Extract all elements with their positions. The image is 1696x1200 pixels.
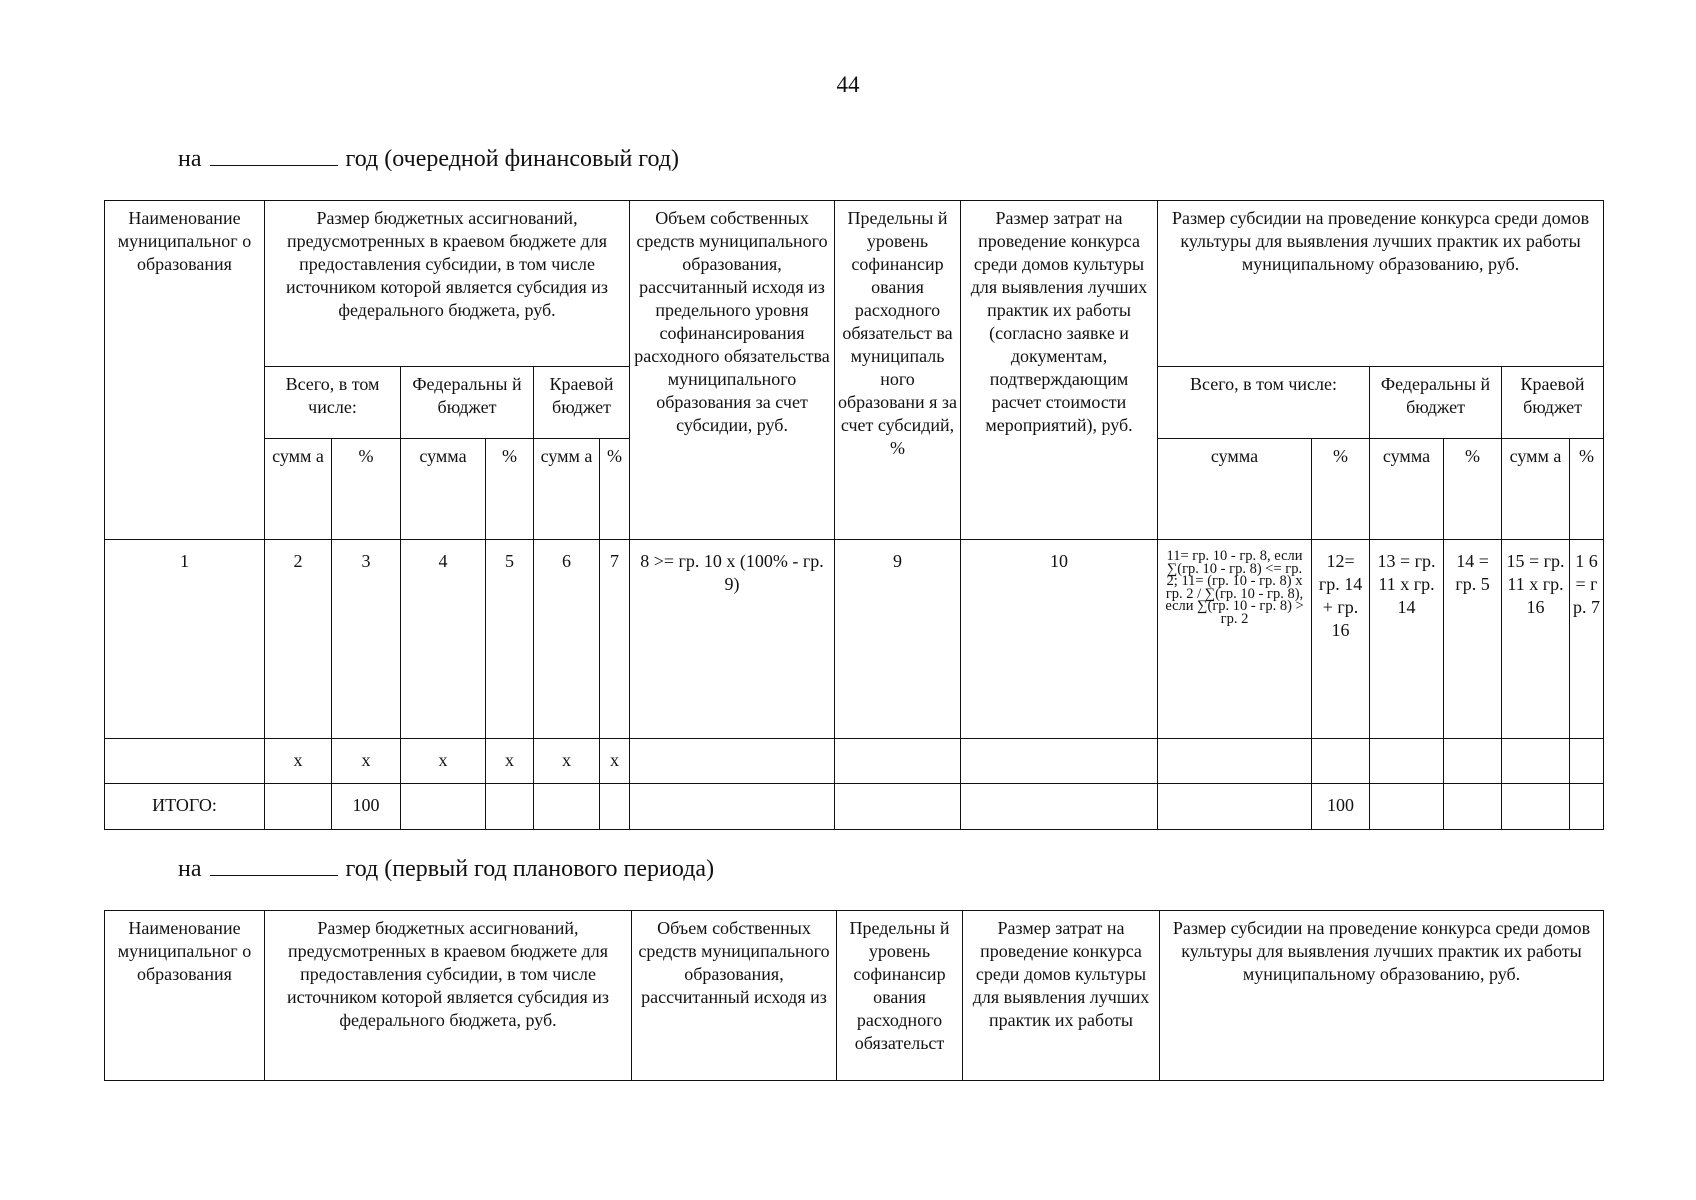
header-regional-budget: Краевой бюджет: [534, 367, 630, 439]
table-cell: [1444, 784, 1502, 830]
header-municipality: Наименование муниципальног о образования: [105, 911, 265, 1081]
table-cell: [835, 739, 961, 784]
table-cell: [265, 784, 332, 830]
column-formula-16: 1 6 = г р. 7: [1570, 540, 1604, 739]
table-cell: [105, 739, 265, 784]
subsidy-table-planning-year: [104, 910, 1604, 1081]
table-cell: [1444, 739, 1502, 784]
header-municipality: Наименование муниципальног о образования: [105, 201, 265, 540]
header-own-funds: Объем собственных средств муниципального образования, рассчитанный исходя из: [632, 911, 837, 1081]
page-number: 44: [836, 72, 860, 97]
table-cell: [630, 739, 835, 784]
year-blank-line: [210, 147, 338, 166]
column-number-6: 6: [534, 540, 600, 739]
column-formula-13: 13 = гр. 11 х гр. 14: [1370, 540, 1444, 739]
table-cell: [961, 784, 1158, 830]
subheader-percent: %: [332, 439, 401, 540]
heading-suffix: год (первый год планового периода): [345, 856, 715, 882]
subheader-percent: %: [1444, 439, 1502, 540]
total-subsidy-percent: 100: [1312, 784, 1370, 830]
header-subsidy-total-including: Всего, в том числе:: [1158, 367, 1370, 439]
header-cofinancing-level: Предельны й уровень софинансир ования расходного обязательст ва муниципаль ного образовани я за счет субсидий, %: [835, 201, 961, 540]
header-budget-allocations: Размер бюджетных ассигнований, предусмотренных в краевом бюджете для предоставления субсидии, в том числе источником которой является субсидия из федерального бюджета, руб.: [265, 201, 630, 367]
table-cell: [1312, 739, 1370, 784]
subheader-sum: сумма: [1158, 439, 1312, 540]
heading-suffix: год (очередной финансовый год): [345, 146, 680, 172]
column-formula-15: 15 = гр. 11 х гр. 16: [1502, 540, 1570, 739]
section-heading-planning-year: [178, 856, 714, 883]
table-cell: [1502, 784, 1570, 830]
header-contest-costs: Размер затрат на проведение конкурса среди домов культуры для выявления лучших практик их работы: [963, 911, 1160, 1081]
table-cell: [600, 784, 630, 830]
column-number-10: 10: [961, 540, 1158, 739]
table-cell: [1570, 784, 1604, 830]
table-cell: [1502, 739, 1570, 784]
subheader-sum: сумма: [1370, 439, 1444, 540]
x-mark: х: [486, 739, 534, 784]
section-heading-current-year: [178, 146, 679, 173]
table-cell: [401, 784, 486, 830]
header-subsidy-size: Размер субсидии на проведение конкурса среди домов культуры для выявления лучших практик их работы муниципальному образованию, руб.: [1160, 911, 1604, 1081]
header-subsidy-size: Размер субсидии на проведение конкурса среди домов культуры для выявления лучших практик их работы муниципальному образованию, руб.: [1158, 201, 1604, 367]
heading-prefix: на: [178, 856, 202, 882]
column-number-3: 3: [332, 540, 401, 739]
subheader-percent: %: [486, 439, 534, 540]
table-cell: [961, 739, 1158, 784]
table-cell: [1370, 784, 1444, 830]
table-cell: [534, 784, 600, 830]
subheader-percent: %: [600, 439, 630, 540]
column-number-1: 1: [105, 540, 265, 739]
table-cell: [630, 784, 835, 830]
subheader-sum: сумм а: [534, 439, 600, 540]
table-cell: [1570, 739, 1604, 784]
column-number-5: 5: [486, 540, 534, 739]
table-cell: [1370, 739, 1444, 784]
table-cell: [835, 784, 961, 830]
table-cell: [1158, 784, 1312, 830]
subheader-percent: %: [1570, 439, 1604, 540]
column-number-4: 4: [401, 540, 486, 739]
heading-prefix: на: [178, 146, 202, 172]
subheader-percent: %: [1312, 439, 1370, 540]
x-mark: х: [600, 739, 630, 784]
x-mark: х: [332, 739, 401, 784]
subheader-sum: сумм а: [265, 439, 332, 540]
column-formula-12: 12= гр. 14 + гр. 16: [1312, 540, 1370, 739]
header-cofinancing-level: Предельны й уровень софинансир ования расходного обязательст: [837, 911, 963, 1081]
table-cell: [1158, 739, 1312, 784]
column-number-7: 7: [600, 540, 630, 739]
x-mark: х: [265, 739, 332, 784]
year-blank-line: [210, 857, 338, 876]
header-federal-budget: Федеральны й бюджет: [401, 367, 534, 439]
header-budget-allocations: Размер бюджетных ассигнований, предусмотренных в краевом бюджете для предоставления субсидии, в том числе источником которой является субсидия из федерального бюджета, руб.: [265, 911, 632, 1081]
total-label: ИТОГО:: [105, 784, 265, 830]
x-mark: х: [534, 739, 600, 784]
table-cell: [486, 784, 534, 830]
header-subsidy-regional-budget: Краевой бюджет: [1502, 367, 1604, 439]
header-contest-costs: Размер затрат на проведение конкурса среди домов культуры для выявления лучших практик их работы (согласно заявке и документам, подтверждающим расчет стоимости мероприятий), руб.: [961, 201, 1158, 540]
header-own-funds: Объем собственных средств муниципального образования, рассчитанный исходя из предельного уровня софинансирования расходного обязательства муниципального образования за счет субсидии, руб.: [630, 201, 835, 540]
column-formula-11: 11= гр. 10 - гр. 8, если ∑(гр. 10 - гр. 8) <= гр. 2; 11= (гр. 10 - гр. 8) х гр. 2 / ∑(гр. 10 - гр. 8), если ∑(гр. 10 - гр. 8) > гр. 2: [1158, 540, 1312, 739]
header-total-including: Всего, в том числе:: [265, 367, 401, 439]
column-formula-8: 8 >= гр. 10 х (100% - гр. 9): [630, 540, 835, 739]
column-number-2: 2: [265, 540, 332, 739]
subheader-sum: сумма: [401, 439, 486, 540]
x-mark: х: [401, 739, 486, 784]
column-number-9: 9: [835, 540, 961, 739]
column-formula-14: 14 = гр. 5: [1444, 540, 1502, 739]
total-regional-percent: 100: [332, 784, 401, 830]
subsidy-table-current-year: [104, 200, 1604, 830]
header-subsidy-federal-budget: Федеральны й бюджет: [1370, 367, 1502, 439]
subheader-sum: сумм а: [1502, 439, 1570, 540]
